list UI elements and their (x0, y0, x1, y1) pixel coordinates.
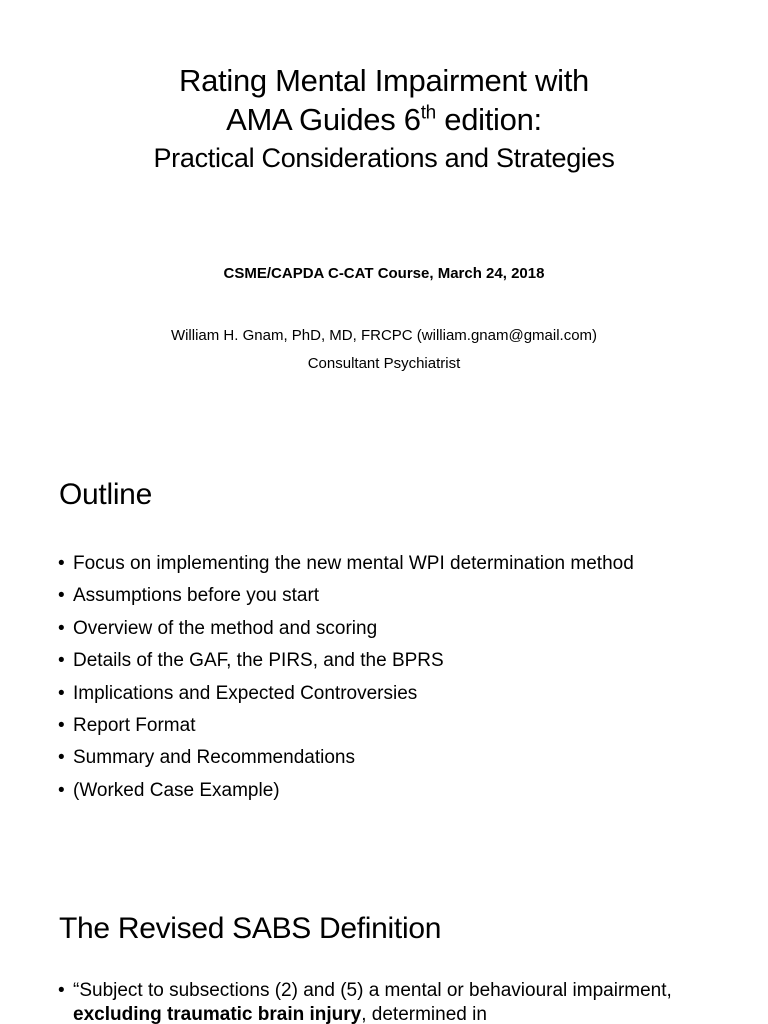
title-line-2-main: AMA Guides 6 (226, 101, 421, 137)
bullet-icon: • (58, 714, 65, 736)
sabs-quote-start: “Subject to subsections (2) and (5) a mental or behavioural impairment, (73, 980, 672, 1001)
list-item (58, 979, 698, 1024)
title-line-2 (0, 101, 768, 140)
bullet-icon: • (58, 682, 65, 704)
outline-list (58, 548, 634, 807)
list-item (58, 613, 634, 645)
sabs-slide (0, 864, 768, 1024)
list-item-text: Overview of the method and scoring (73, 617, 378, 639)
sabs-heading: The Revised SABS Definition (59, 912, 442, 945)
list-item-text: Summary and Recommendations (73, 747, 355, 769)
outline-heading: Outline (59, 478, 152, 511)
list-item-text: Assumptions before you start (73, 585, 320, 607)
bullet-icon: • (58, 553, 65, 574)
list-item (58, 775, 634, 807)
list-item-text: (Worked Case Example) (73, 779, 280, 801)
author-role: Consultant Psychiatrist (307, 355, 461, 372)
sabs-list (58, 979, 698, 1024)
title-line-2-end: edition: (435, 101, 542, 137)
outline-slide (0, 432, 768, 864)
title-superscript: th (420, 102, 436, 124)
title-line-1: Rating Mental Impairment with (179, 63, 589, 98)
bullet-icon: • (58, 617, 65, 639)
sabs-quote-bold: excluding traumatic brain injury (73, 1004, 362, 1024)
bullet-icon: • (58, 747, 65, 769)
title-slide (0, 0, 768, 418)
author-line: William H. Gnam, PhD, MD, FRCPC (william.gnam@gmail.com) (170, 327, 598, 344)
list-item (58, 645, 634, 677)
bullet-icon: • (58, 585, 65, 607)
list-item (58, 710, 634, 742)
list-item (58, 678, 634, 710)
list-item (58, 742, 634, 774)
bullet-icon: • (58, 779, 65, 801)
list-item (58, 580, 634, 612)
course-line: CSME/CAPDA C-CAT Course, March 24, 2018 (223, 265, 545, 282)
author-block (0, 322, 768, 378)
list-item-text: Report Format (73, 714, 196, 736)
list-item-text: Implications and Expected Controversies (73, 682, 418, 704)
list-item-text: Details of the GAF, the PIRS, and the BPRS (73, 650, 444, 672)
list-item (58, 548, 634, 580)
title-block (0, 62, 768, 175)
list-item-text: Focus on implementing the new mental WPI determination method (73, 553, 634, 574)
sabs-quote-end: , determined in (361, 1004, 487, 1024)
bullet-icon: • (58, 650, 65, 672)
subtitle: Practical Considerations and Strategies (153, 142, 615, 173)
bullet-icon: • (58, 980, 65, 1001)
